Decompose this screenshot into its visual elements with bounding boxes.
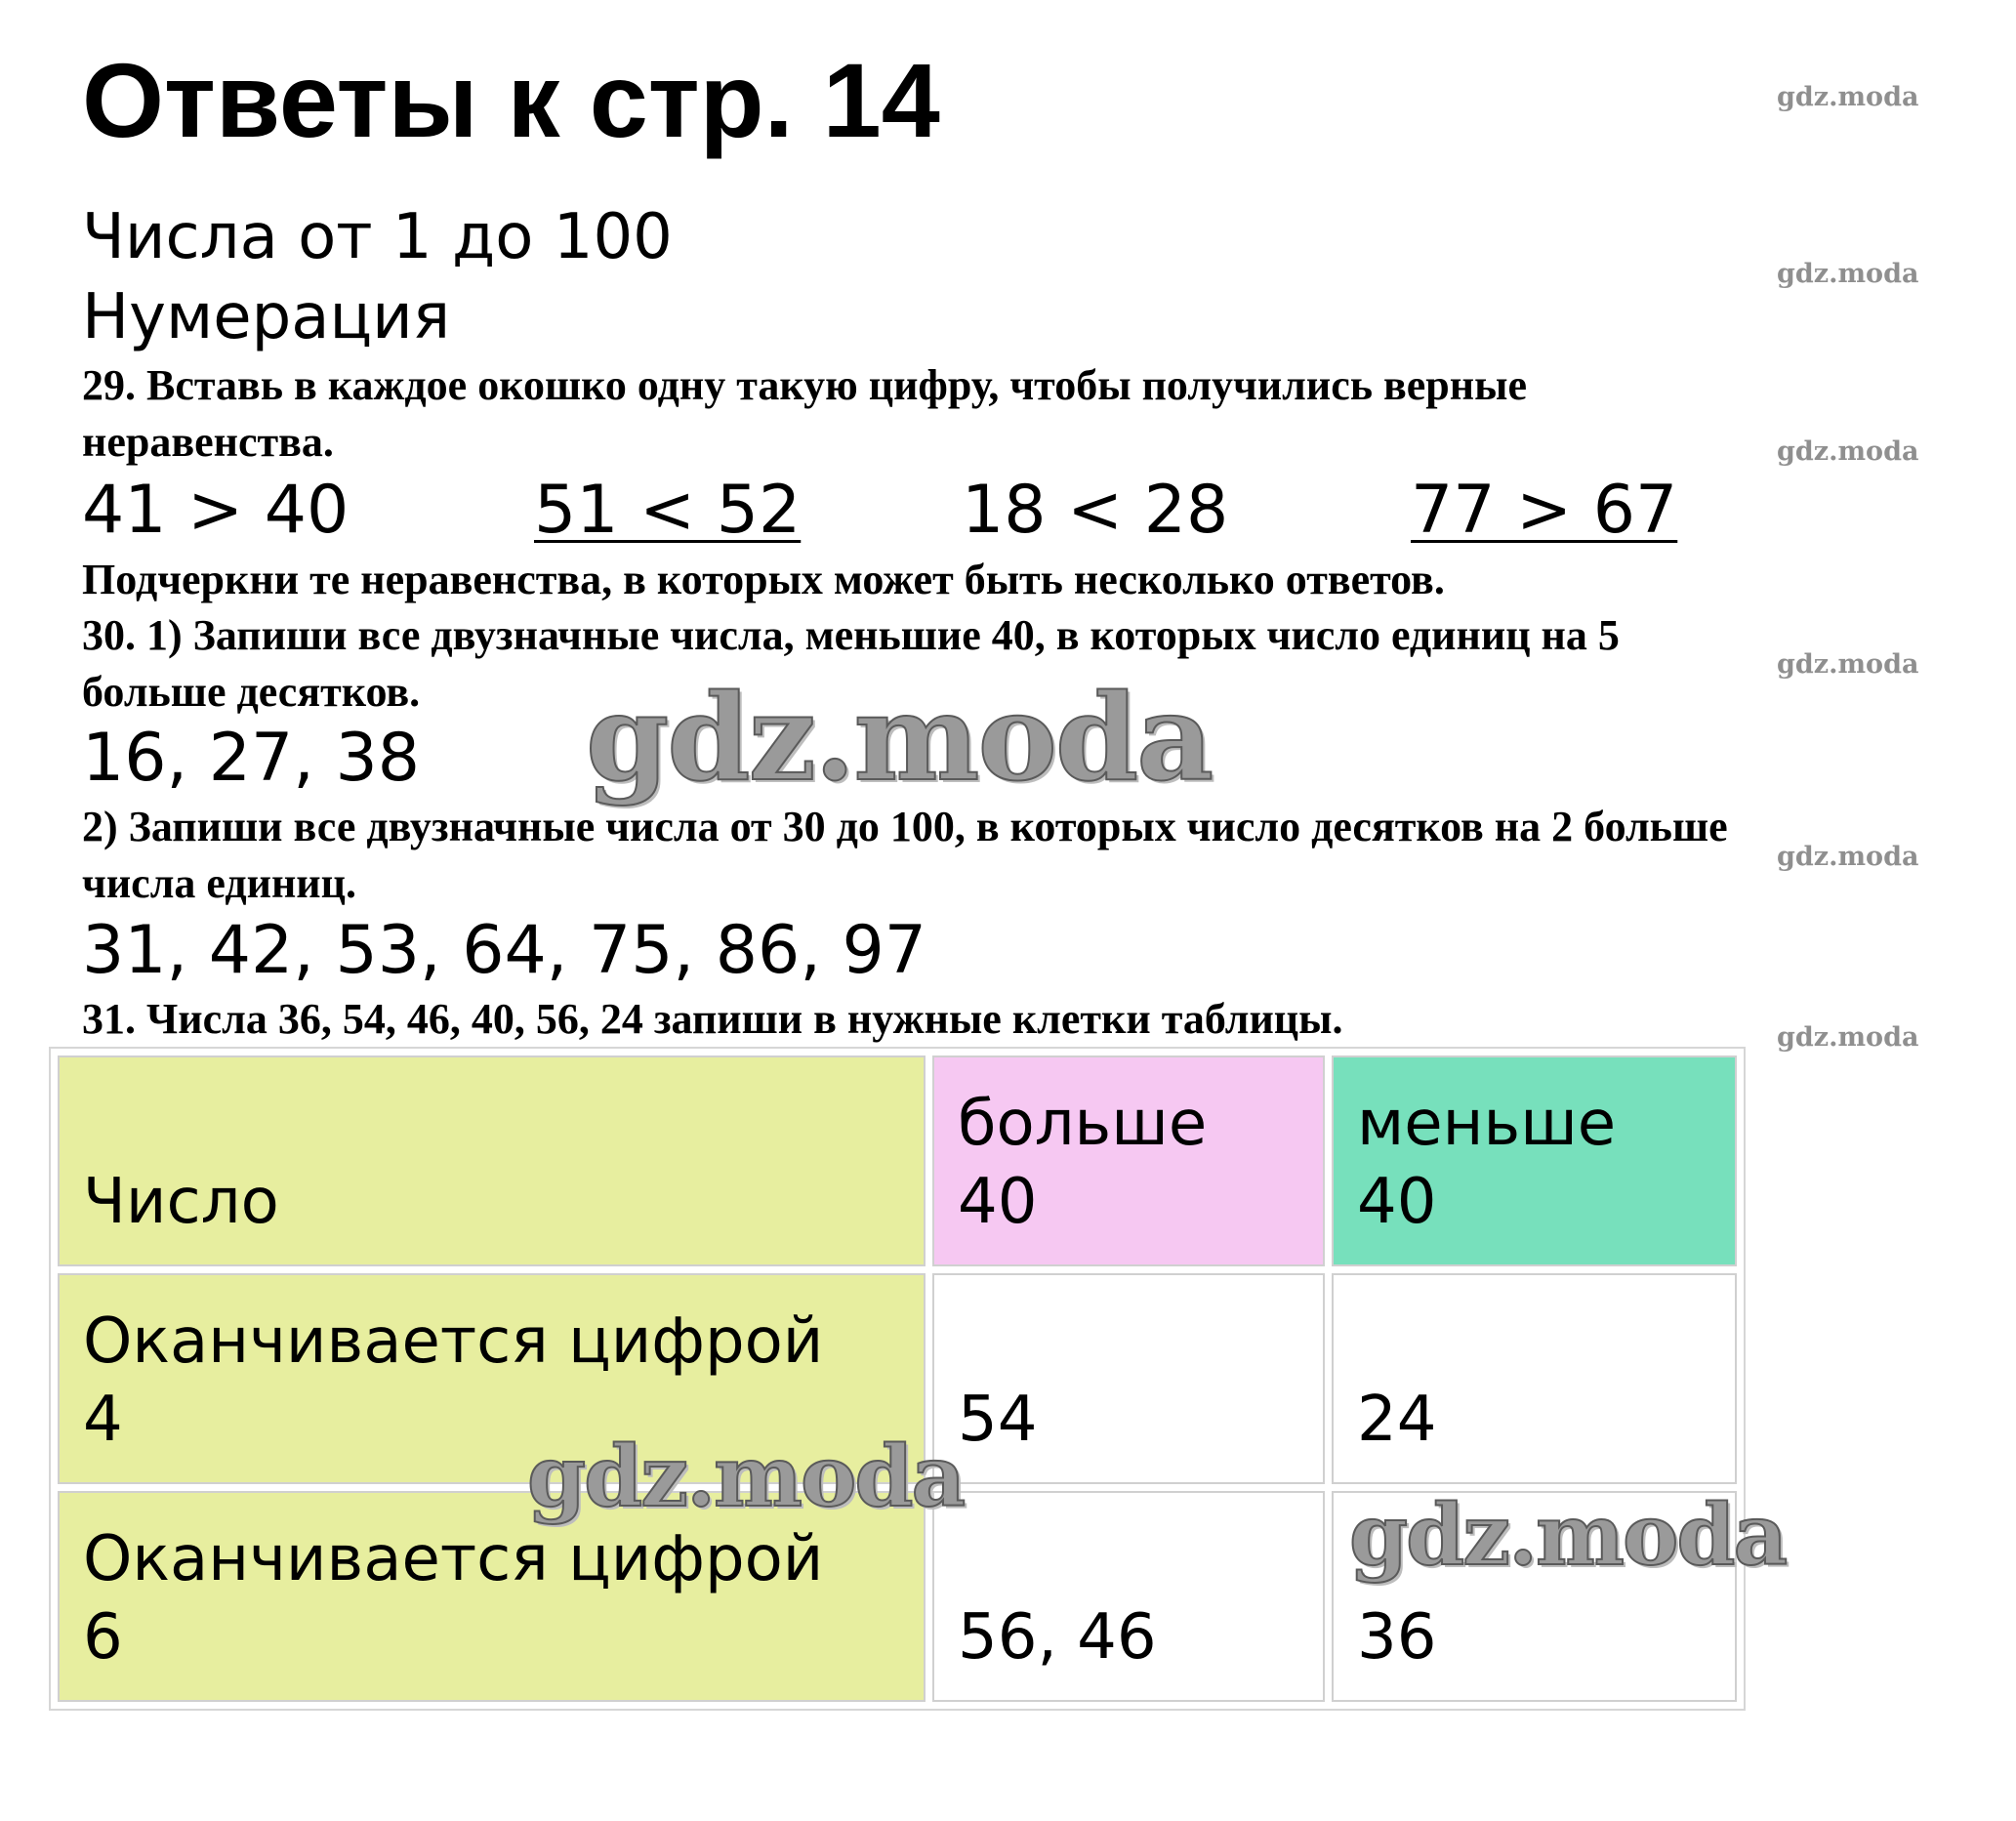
table-header-row xyxy=(58,1055,1737,1266)
task-30-part1-line2: больше десятков. xyxy=(82,668,421,716)
subtitle: Числа от 1 до 100 xyxy=(82,201,673,273)
row-label-line2: 4 xyxy=(83,1384,123,1456)
watermark-small: gdz.moda xyxy=(1777,436,1919,467)
task-29-text-line1: 29. Вставь в каждое окошко одну такую цифру, чтобы получились верные xyxy=(82,361,1528,409)
row-more-cell xyxy=(932,1491,1325,1702)
watermark-large: gdz.moda xyxy=(1349,1486,1787,1585)
task-30-part2-answer: 31, 42, 53, 64, 75, 86, 97 xyxy=(82,912,927,989)
header-less-line2: 40 xyxy=(1357,1166,1437,1238)
watermark-small: gdz.moda xyxy=(1777,259,1919,289)
row-label-line2: 6 xyxy=(83,1601,123,1674)
task-30-part1-line1: 30. 1) Запиши все двузначные числа, меньшие 40, в которых число единиц на 5 xyxy=(82,611,1620,659)
row-less-value: 24 xyxy=(1357,1384,1437,1456)
watermark-small: gdz.moda xyxy=(1777,82,1919,112)
answer-table xyxy=(49,1047,1746,1711)
header-less-line1: меньше xyxy=(1357,1088,1617,1160)
task-29-answer-1: 41 > 40 xyxy=(82,472,350,549)
task-31-text: 31. Числа 36, 54, 46, 40, 56, 24 запиши в нужные клетки таблицы. xyxy=(82,995,1343,1043)
row-less-value: 36 xyxy=(1357,1601,1437,1674)
header-number-label: Число xyxy=(83,1166,279,1238)
row-more-value: 56, 46 xyxy=(958,1601,1157,1674)
task-29-answer-4: 77 > 67 xyxy=(1411,472,1678,549)
task-29-answer-2: 51 < 52 xyxy=(534,472,802,549)
header-more-cell xyxy=(932,1055,1325,1266)
watermark-large: gdz.moda xyxy=(586,667,1213,807)
page-title: Ответы к стр. 14 xyxy=(82,41,940,159)
row-label-line1: Оканчивается цифрой xyxy=(83,1305,824,1378)
task-30-part2-line1: 2) Запиши все двузначные числа от 30 до 100, в которых число десятков на 2 больше xyxy=(82,803,1728,850)
watermark-small: gdz.moda xyxy=(1777,649,1919,680)
task-29-answer-3: 18 < 28 xyxy=(962,472,1229,549)
watermark-small: gdz.moda xyxy=(1777,1022,1919,1053)
section-heading: Нумерация xyxy=(82,281,451,353)
row-less-cell xyxy=(1332,1273,1737,1484)
row-label-line1: Оканчивается цифрой xyxy=(83,1523,824,1595)
task-29-text-line2: неравенства. xyxy=(82,418,334,466)
header-more-line2: 40 xyxy=(958,1166,1038,1238)
task-29-note: Подчеркни те неравенства, в которых может быть несколько ответов. xyxy=(82,556,1445,603)
watermark-small: gdz.moda xyxy=(1777,842,1919,872)
watermark-large: gdz.moda xyxy=(527,1428,965,1526)
header-less-cell xyxy=(1332,1055,1737,1266)
row-more-cell xyxy=(932,1273,1325,1484)
task-30-part1-answer: 16, 27, 38 xyxy=(82,720,421,797)
header-number-cell xyxy=(58,1055,926,1266)
row-more-value: 54 xyxy=(958,1384,1038,1456)
task-30-part2-line2: числа единиц. xyxy=(82,859,356,907)
header-more-line1: больше xyxy=(958,1088,1208,1160)
